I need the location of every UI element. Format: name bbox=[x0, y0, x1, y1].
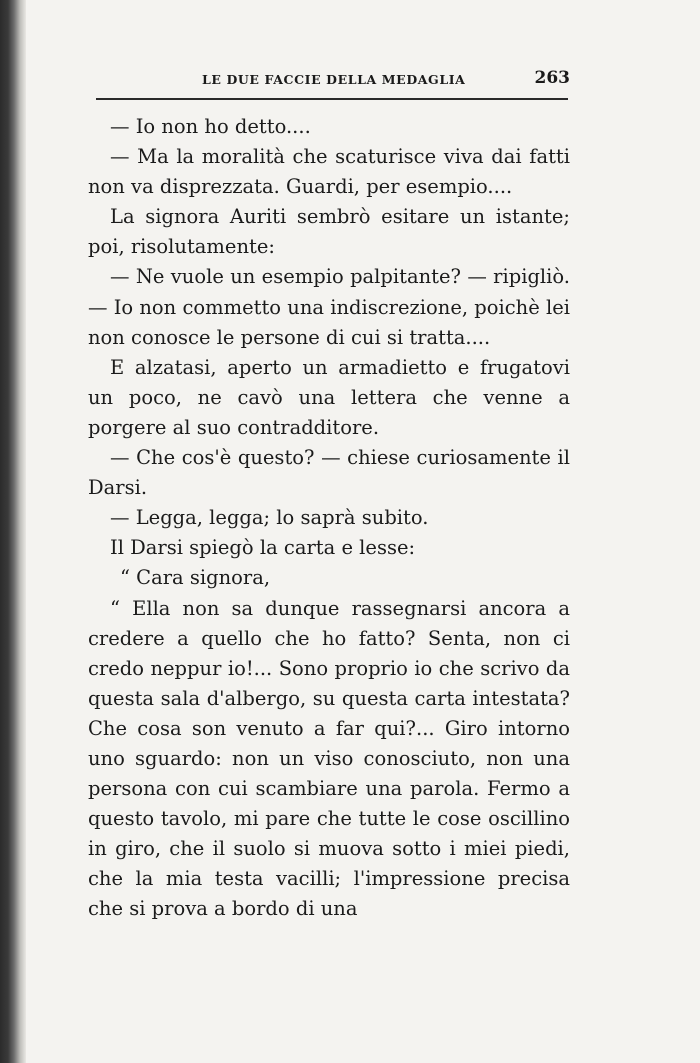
header-rule bbox=[96, 98, 568, 100]
paragraph: — Io non ho detto.... bbox=[110, 115, 311, 138]
letter-salutation: “ Cara signora, bbox=[120, 566, 271, 590]
paragraph: — Ne vuole un esempio palpitante? — ripigliò. — Io non commetto una indiscrezione, poichè lei non conosce le persone di cui si tratta.... bbox=[88, 265, 570, 349]
running-head bbox=[94, 66, 572, 94]
paragraph: — Legga, legga; lo saprà subito. bbox=[110, 506, 429, 530]
paragraph: La signora Auriti sembrò esitare un istante; poi, risolutamente: bbox=[88, 205, 570, 259]
paragraph: Il Darsi spiegò la carta e lesse: bbox=[110, 536, 416, 560]
body-text bbox=[88, 112, 570, 925]
letter-paragraph: “ Ella non sa dunque rassegnarsi ancora a credere a quello che ho fatto? Senta, non ci credo neppur io!... Sono proprio io che scrivo da questa sala d'albergo, su questa carta intestata? Che cosa son venuto a far qui?... Giro intorno uno sguardo: non un viso conosciuto, non una persona con cui scambiare una parola. Fermo a questo tavolo, mi pare che tutte le cose oscillino in giro, che il suolo si muova sotto i miei piedi, che la mia testa vacilli; l'impressione precisa che si prova a bordo di una bbox=[88, 596, 570, 921]
paragraph: — Ma la moralità che scaturisce viva dai fatti non va disprezzata. Guardi, per esempio.... bbox=[88, 145, 570, 199]
paragraph: — Che cos'è questo? — chiese curiosamente il Darsi. bbox=[88, 446, 570, 500]
page-number: 263 bbox=[534, 68, 570, 88]
paragraph: E alzatasi, aperto un armadietto e frugatovi un poco, ne cavò una lettera che venne a porgere al suo contradditore. bbox=[88, 355, 570, 439]
book-spine-shadow bbox=[0, 0, 26, 1063]
running-title: LE DUE FACCIE DELLA MEDAGLIA bbox=[202, 72, 466, 87]
